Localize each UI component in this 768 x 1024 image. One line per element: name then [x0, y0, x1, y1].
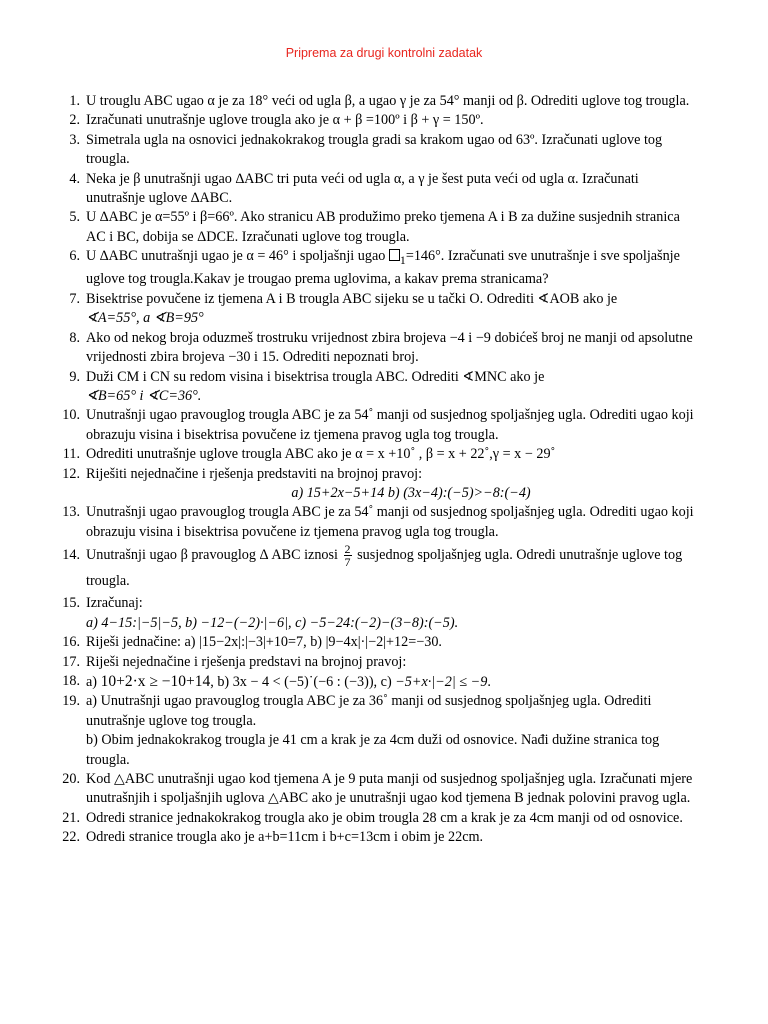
- document-title: Priprema za drugi kontrolni zadatak: [285, 46, 483, 60]
- task-text: [86, 672, 736, 692]
- task-text: Ako od nekog broja oduzmeš trostruku vrijednost zbira brojeva −4 i −9 dobićeš broj ne manji od apsolutne: [86, 329, 693, 346]
- math-expression: a) 15+2x−5+14 b) (3x−4):(−5)>−8:(−4): [291, 484, 531, 501]
- task-text: Unutrašnji ugao pravouglog trougla ABC je za 54˚ manji od susjednog spoljašnjeg ugla. Odrediti ugao koji: [86, 504, 694, 521]
- task-text: [86, 542, 736, 568]
- task-number: 10.: [62, 407, 80, 424]
- task-number: 9.: [69, 368, 80, 385]
- task-number: 2.: [69, 112, 80, 129]
- task-text: b) Obim jednakokrakog trougla je 41 cm a krak je za 4cm duži od osnovice. Nađi dužine stranica tog: [86, 732, 660, 749]
- task-text: unutrašnje uglove ∆ABC.: [86, 190, 233, 207]
- task-number: 16.: [62, 634, 80, 651]
- task-number: 5.: [69, 209, 80, 226]
- list-item: [60, 692, 736, 770]
- task-text: Neka je β unutrašnji ugao ∆ABC tri puta veći od ugla α, a γ je šest puta veći od ugla α. Izračunati: [86, 170, 639, 187]
- list-item: [60, 170, 736, 209]
- task-number: 21.: [62, 809, 80, 826]
- list-item: [60, 208, 736, 247]
- task-text-part: Unutrašnji ugao β pravouglog Δ ABC iznosi: [86, 547, 338, 564]
- task-number: 17.: [62, 653, 80, 670]
- math-expression: −5+x·|−2| ≤ −9: [395, 674, 488, 691]
- task-text: Kod △ABC unutrašnji ugao kod tjemena A je 9 puta manji od susjednog spoljašnjeg ugla. Izračunati mjere: [86, 771, 693, 788]
- list-item: [60, 290, 736, 329]
- task-text-part: =146°. Izračunati sve unutrašnje i sve spoljašnje: [405, 248, 680, 265]
- task-text: unutrašnje uglove tog trougla.: [86, 712, 257, 729]
- list-item: [60, 368, 736, 407]
- list-item: [60, 809, 736, 828]
- task-text: U ∆ABC je α=55º i β=66º. Ako stranicu AB produžimo preko tjemena A i B za dužine susjednih stranica: [86, 209, 680, 226]
- task-number: 4.: [69, 170, 80, 187]
- task-text-part: .: [487, 674, 491, 691]
- task-text: uglove tog trougla.Kakav je trougao prema uglovima, a kakav prema stranicama?: [86, 271, 549, 288]
- list-item: [60, 329, 736, 368]
- task-text: Unutrašnji ugao pravouglog trougla ABC je za 54˚ manji od susjednog spoljašnjeg ugla. Odrediti ugao koji: [86, 407, 694, 424]
- task-list: [60, 92, 736, 848]
- task-text: Riješi nejednačine i rješenja predstavi na brojnoj pravoj:: [86, 653, 407, 670]
- task-number: 11.: [62, 446, 80, 463]
- fraction-denominator: 7: [344, 555, 351, 570]
- list-item: [60, 633, 736, 652]
- task-text: Riješiti nejednačine i rješenja predstaviti na brojnoj pravoj:: [86, 465, 423, 482]
- math-expression: 10+2·x ≥ −10+14: [100, 673, 211, 691]
- fraction-numerator: 2: [344, 542, 351, 557]
- task-text: vrijednosti zbira brojeva −30 i 15. Odrediti nepoznati broj.: [86, 349, 419, 366]
- task-text-part: a): [86, 674, 98, 691]
- task-text-part: , b) 3x − 4 < (−5)˙(−6 : (−3)), c): [210, 674, 392, 691]
- list-item: [60, 111, 736, 130]
- list-item: [60, 503, 736, 542]
- task-number: 3.: [69, 131, 80, 148]
- list-item: [60, 92, 736, 111]
- task-number: 12.: [62, 465, 80, 482]
- list-item: [60, 445, 736, 464]
- task-text: Izračunati unutrašnje uglove trougla ako je α + β =100º i β + γ = 150º.: [86, 112, 484, 129]
- task-text: obrazuju visina i bisektrisa povučene iz tjemena pravog ugla tog trougla.: [86, 523, 499, 540]
- task-text: Simetrala ugla na osnovici jednakokrakog trougla gradi sa krakom ugao od 63º. Izračunati uglove tog: [86, 131, 663, 148]
- task-number: 1.: [69, 93, 80, 109]
- task-number: 8.: [69, 329, 80, 346]
- list-item: [60, 653, 736, 672]
- task-text: ∢B=65° i ∢C=36°.: [86, 387, 202, 404]
- task-text: Riješi jednačine: a) |15−2x|:|−3|+10=7, b) |9−4x|·|−2|+12=−30.: [86, 634, 442, 651]
- task-text: AC i BC, dobija se ΔDCE. Izračunati uglove tog trougla.: [86, 228, 410, 245]
- task-text: ∢A=55°, a ∢B=95°: [86, 310, 204, 327]
- task-text: trougla.: [86, 151, 130, 168]
- task-text: Odredi stranice jednakokrakog trougla ako je obim trougla 28 cm a krak je za 4cm manji od od osnovice.: [86, 809, 683, 826]
- task-number: 15.: [62, 595, 80, 612]
- list-item: [60, 594, 736, 633]
- task-number: 19.: [62, 693, 80, 710]
- task-text-part: susjednog spoljašnjeg ugla. Odredi unutrašnje uglove tog: [357, 547, 683, 564]
- task-text: Odrediti unutrašnje uglove trougla ABC ako je α = x +10˚ , β = x + 22˚,γ = x − 29˚: [86, 446, 556, 463]
- placeholder-box-icon: [389, 249, 400, 261]
- list-item: [60, 828, 736, 847]
- list-item: [60, 542, 736, 594]
- task-text: Izračunaj:: [86, 595, 143, 612]
- task-text: trougla.: [86, 751, 130, 768]
- fraction: [344, 543, 352, 568]
- task-text: trougla.: [86, 573, 130, 590]
- list-item: [60, 770, 736, 809]
- task-number: 7.: [69, 290, 80, 307]
- task-text: Duži CM i CN su redom visina i bisektrisa trougla ABC. Odrediti ∢MNC ako je: [86, 368, 545, 385]
- list-item: [60, 672, 736, 692]
- task-number: 18.: [62, 673, 80, 690]
- task-number: 6.: [69, 248, 80, 265]
- list-item: [60, 465, 736, 504]
- task-text: U ∆ABC unutrašnji ugao je α = 46° i spoljašnji ugao $_1$=146°. Izračunati sve unutrašnje i sve spoljašnje: [86, 248, 680, 268]
- task-text: unutrašnjih i spoljašnjih uglova △ABC ako je unutrašnji ugao kod tjemena B jednak polovini pravog ugla.: [86, 790, 691, 807]
- list-item: [60, 247, 736, 290]
- task-number: 13.: [62, 504, 80, 521]
- task-text: obrazuju visina i bisektrisa povučene iz tjemena pravog ugla tog trougla.: [86, 426, 499, 443]
- task-number: 22.: [62, 829, 80, 846]
- task-text: Odredi stranice trougla ako je a+b=11cm i b+c=13cm i obim je 22cm.: [86, 829, 484, 846]
- task-text: a) Unutrašnji ugao pravouglog trougla ABC je za 36˚ manji od susjednog spoljašnjeg ugla. Odrediti: [86, 693, 652, 710]
- task-text: U trouglu ABC ugao α je za 18° veći od ugla β, a ugao γ je za 54° manji od β. Odrediti uglove tog trougla.: [86, 93, 690, 109]
- task-text: Bisektrise povučene iz tjemena A i B trougla ABC sijeku se u tački O. Odrediti ∢AOB ako je: [86, 290, 618, 307]
- task-text-part: U ∆ABC unutrašnji ugao je α = 46° i spoljašnji ugao: [86, 248, 389, 265]
- task-number: 20.: [62, 771, 80, 788]
- task-number: 14.: [62, 547, 80, 564]
- list-item: [60, 406, 736, 445]
- math-expression: a) 4−15:|−5|−5, b) −12−(−2)·|−6|, c) −5−24:(−2)−(3−8):(−5).: [86, 614, 459, 631]
- list-item: [60, 131, 736, 170]
